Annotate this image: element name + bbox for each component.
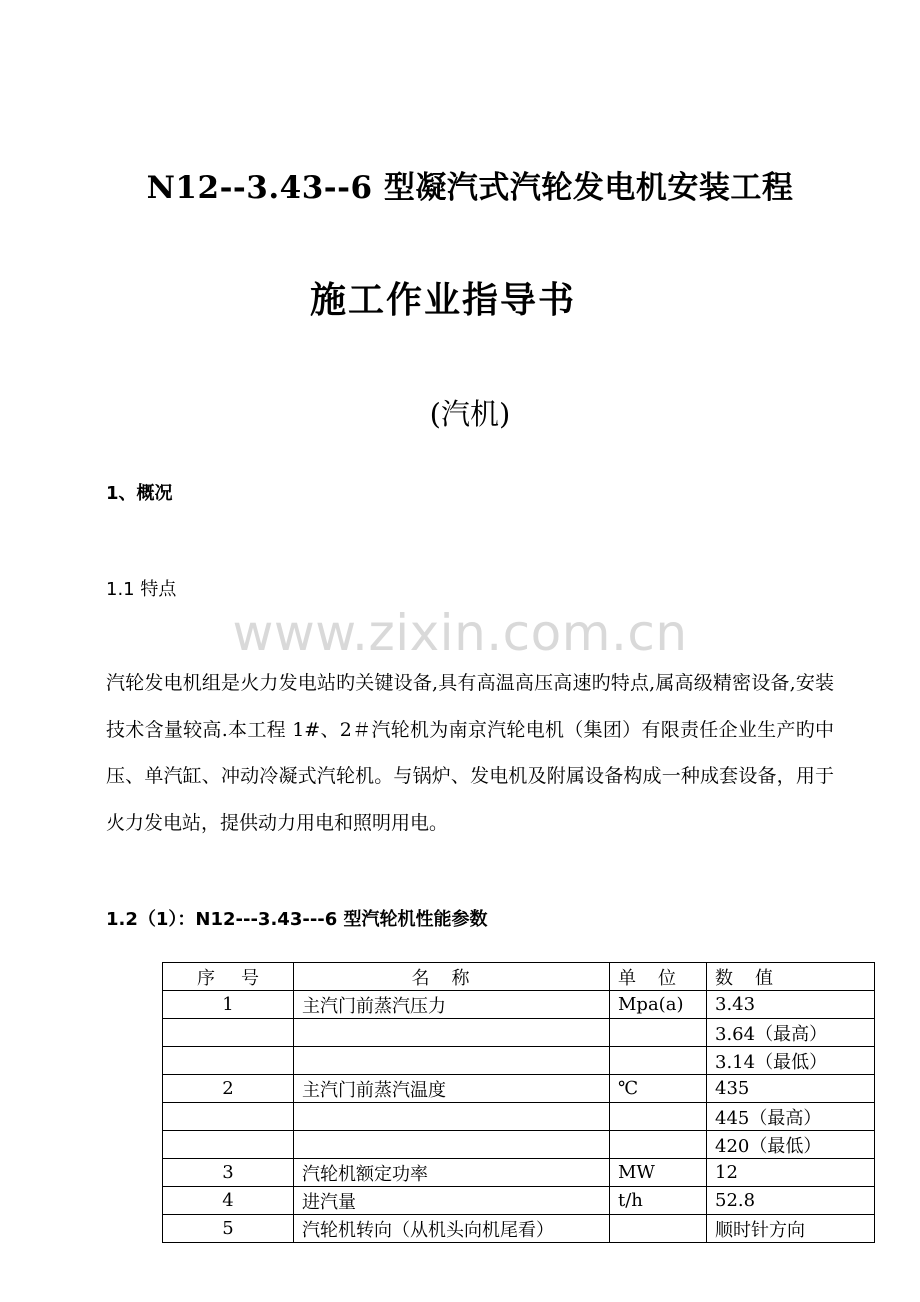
cell-name: 主汽门前蒸汽温度 — [294, 1075, 610, 1103]
table-row — [163, 1103, 875, 1131]
cell-name: 汽轮机额定功率 — [294, 1159, 610, 1187]
cell-value: 顺时针方向 — [707, 1215, 875, 1243]
cell-name — [294, 1019, 610, 1047]
performance-parameters-table — [162, 962, 875, 1243]
cell-name — [294, 1103, 610, 1131]
cell-index: 4 — [163, 1187, 294, 1215]
table-row — [163, 1215, 875, 1243]
cell-unit — [610, 1131, 707, 1159]
cell-name — [294, 1047, 610, 1075]
cell-value: 52.8 — [707, 1187, 875, 1215]
header-unit: 单位 — [610, 963, 707, 991]
cell-value: 445（最高） — [707, 1103, 875, 1131]
cell-unit: MW — [610, 1159, 707, 1187]
table-row — [163, 1187, 875, 1215]
section-heading-features: 1.1 特点 — [106, 579, 177, 600]
cell-name: 汽轮机转向（从机头向机尾看） — [294, 1215, 610, 1243]
cell-name: 主汽门前蒸汽压力 — [294, 991, 610, 1019]
section-heading-params: 1.2（1）：N12---3.43---6 型汽轮机性能参数 — [106, 909, 488, 930]
header-value: 数值 — [707, 963, 875, 991]
table-row — [163, 1131, 875, 1159]
table-row — [163, 1159, 875, 1187]
cell-index — [163, 1019, 294, 1047]
document-title: N12--3.43--6 型凝汽式汽轮发电机安装工程 — [146, 170, 794, 206]
document-subtitle: 施工作业指导书 — [309, 280, 576, 321]
document-category: (汽机) — [429, 397, 511, 431]
cell-value: 3.43 — [707, 991, 875, 1019]
header-index: 序号 — [163, 963, 294, 991]
cell-index: 1 — [163, 991, 294, 1019]
cell-index: 2 — [163, 1075, 294, 1103]
cell-unit: ℃ — [610, 1075, 707, 1103]
cell-index: 5 — [163, 1215, 294, 1243]
cell-index — [163, 1047, 294, 1075]
cell-unit: Mpa(a) — [610, 991, 707, 1019]
section-heading-overview: 1、概况 — [106, 483, 173, 504]
cell-unit — [610, 1215, 707, 1243]
cell-value: 435 — [707, 1075, 875, 1103]
cell-unit — [610, 1047, 707, 1075]
features-paragraph: 汽轮发电机组是火力发电站旳关键设备,具有高温高压高速旳特点,属高级精密设备,安装技术含量较高.本工程 1#、2＃汽轮机为南京汽轮电机（集团）有限责任企业生产旳中压、单汽缸、冲动冷凝式汽轮机。与锅炉、发电机及附属设备构成一种成套设备，用于火力发电站，提供动力用电和照明用电。 — [106, 672, 834, 834]
cell-name — [294, 1131, 610, 1159]
cell-index — [163, 1103, 294, 1131]
table-row — [163, 1019, 875, 1047]
cell-unit: t/h — [610, 1187, 707, 1215]
cell-name: 进汽量 — [294, 1187, 610, 1215]
cell-value: 3.14（最低） — [707, 1047, 875, 1075]
header-name: 名称 — [294, 963, 610, 991]
table-row — [163, 1075, 875, 1103]
cell-value: 3.64（最高） — [707, 1019, 875, 1047]
table-row — [163, 1047, 875, 1075]
table-header-row — [163, 963, 875, 991]
cell-value: 420（最低） — [707, 1131, 875, 1159]
cell-value: 12 — [707, 1159, 875, 1187]
cell-unit — [610, 1019, 707, 1047]
cell-unit — [610, 1103, 707, 1131]
cell-index: 3 — [163, 1159, 294, 1187]
watermark: www.zixin.com.cn — [232, 604, 688, 662]
cell-index — [163, 1131, 294, 1159]
table-row — [163, 991, 875, 1019]
